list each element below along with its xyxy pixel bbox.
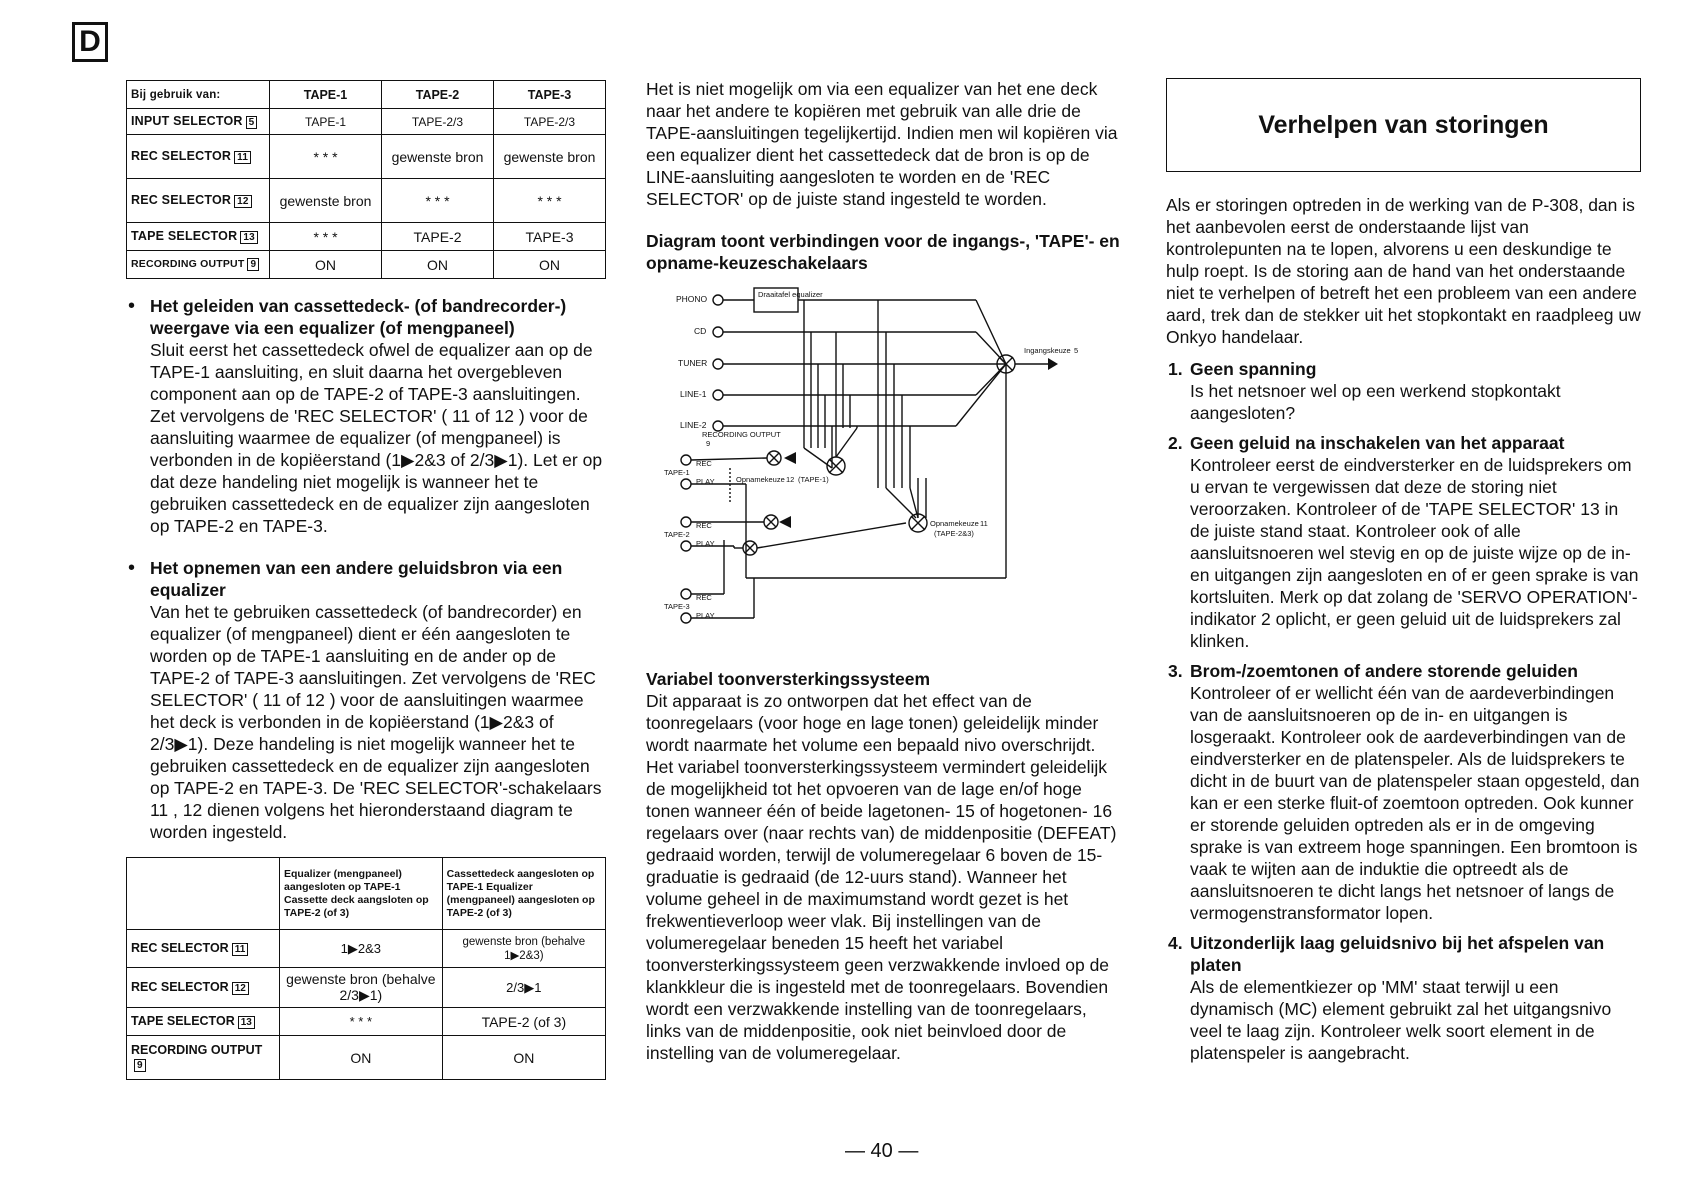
table-row — [127, 968, 606, 1008]
row-label: TAPE SELECTOR 13 — [127, 1008, 280, 1036]
table-cell: 1▶2&3 — [280, 930, 443, 968]
table-row — [127, 1008, 606, 1036]
bullet-heading: • Het opnemen van een andere geluidsbron via een equalizer — [150, 558, 563, 600]
column-right — [1166, 78, 1641, 1064]
table-cell: ON — [382, 251, 494, 279]
rec-selector-table — [126, 857, 606, 1080]
row-label: REC SELECTOR 12 — [127, 179, 270, 223]
table-cell: gewenste bron (behalve 1▶2&3) — [442, 930, 605, 968]
table-row — [127, 223, 606, 251]
table-cell: TAPE-3 — [494, 223, 606, 251]
table-cell: ON — [442, 1036, 605, 1080]
play-label-tape2: PLAY — [696, 539, 715, 548]
sel1-ref: 12 — [786, 475, 795, 484]
recording-output-ref: 9 — [706, 439, 711, 448]
tape1-label: TAPE-1 — [664, 468, 690, 477]
item-text: Kontroleer of er wellicht één van de aardeverbindingen van de aansluitsnoeren op de in- en uitgangen is losgeraakt. Kontroleer ook de aardeverbindingen van de eindversterker en de platenspeler. Als de luidsprekers te dicht in de buurt van de platenspeler staan opgesteld, dan kan er een sterke fluit-of zoemtoon optreden. Ook kunner er storende geluiden optreden als er in de omgeving sprake is van extreem hoge spanningen. Een bromtoon is vaak te wijten aan de induktie die optreedt als de aansluitsnoeren te dicht langs het netsnoer of langs de vermogenstransformator lopen. — [1190, 683, 1640, 923]
section-title: Verhelpen van storingen — [1258, 110, 1549, 139]
table-cell: * * * — [270, 223, 382, 251]
item-heading: Uitzonderlijk laag geluidsnivo bij het afspelen van platen — [1190, 933, 1605, 975]
item-text: Als de elementkiezer op 'MM' staat terwijl u een dynamisch (MC) element gebruikt zal het uitgangsnivo veel te laag zijn. Kontroleer welk soort element in de platenspeler is aangebracht. — [1190, 977, 1612, 1063]
rec-label-tape3: REC — [696, 593, 712, 602]
table-cell: gewenste bron — [494, 135, 606, 179]
table-cell: gewenste bron — [270, 179, 382, 223]
variable-tone-heading: Variabel toonversterkingssysteem — [646, 669, 931, 689]
sel2-label: Opnamekeuze — [930, 519, 979, 528]
table-header: TAPE-2 — [382, 81, 494, 109]
item-heading: Geen geluid na inschakelen van het apparaat — [1190, 433, 1565, 453]
input-label-phono: PHONO — [676, 294, 708, 304]
table-cell: * * * — [382, 179, 494, 223]
page-number: — 40 — — [845, 1140, 919, 1162]
bullet-eq-recording — [126, 557, 606, 843]
diagram-title: Diagram toont verbindingen voor de ingangs-, 'TAPE'- en opname-keuzeschakelaars — [646, 231, 1120, 273]
table-cell: ON — [270, 251, 382, 279]
row-label: RECORDING OUTPUT 9 — [127, 251, 270, 279]
input-label-tuner: TUNER — [678, 358, 708, 368]
column-middle — [646, 78, 1121, 1064]
table-cell: ON — [494, 251, 606, 279]
troubleshoot-item: 3. Brom-/zoemtonen of andere storende geluiden Kontroleer of er wellicht één van de aardeverbindingen van de aansluitsnoeren op de in- en uitgangen is losgeraakt. Kontroleer ook de aardeverbindingen van de eindversterker en de platenspeler. Als de luidsprekers te dicht in de buurt van de platenspeler staan opgesteld, dan kan er een sterke fluit-of zoemtoon optreden. Ook kunner er storende geluiden optreden als er in de omgeving sprake is van extreem hoge spanningen. Een bromtoon is vaak te wijten aan de induktie die optreedt als de aansluitsnoeren te dicht langs het netsnoer of langs de vermogenstransformator lopen. — [1168, 661, 1640, 923]
table-row — [127, 179, 606, 223]
rec-label-tape2: REC — [696, 521, 712, 530]
table-cell: TAPE-2/3 — [494, 109, 606, 135]
input-selector-ref: 5 — [1074, 346, 1079, 355]
bullet-eq-playback — [126, 295, 606, 537]
input-label-cd: CD — [694, 326, 707, 336]
language-badge: D — [72, 22, 108, 62]
input-label-line2: LINE-2 — [680, 420, 707, 430]
bullet-text: Sluit eerst het cassettedeck ofwel de equalizer aan op de TAPE-1 aansluiting, en sluit daarna het overgebleven component aan op de TAPE-2 of TAPE-3 aansluitingen. Zet vervolgens de 'REC SELECTOR' ( 11 of 12 ) voor de aansluiting waarmee de equalizer (of mengpaneel) is verbonden in de kopiëerstand (1▶2&3 of 2/3▶1). Let er op dat deze handeling niet mogelijk is wanneer het te gebruiken cassettedeck en de equalizer zijn aangesloten op TAPE-2 en TAPE-3. — [150, 340, 603, 536]
table-corner — [127, 858, 280, 930]
troubleshoot-item: 4. Uitzonderlijk laag geluidsnivo bij het afspelen van platen Als de elementkiezer op 'MM' staat terwijl u een dynamisch (MC) element gebruikt zal het uitgangsnivo veel te laag zijn. Kontroleer welk soort element in de platenspeler is aangebracht. — [1166, 932, 1641, 1064]
section-title-box — [1166, 78, 1641, 172]
table-row — [127, 109, 606, 135]
row-label: REC SELECTOR 11 — [127, 135, 270, 179]
item-text: Is het netsnoer wel op een werkend stopkontakt aangesloten? — [1190, 381, 1561, 423]
recording-output-label: RECORDING OUTPUT — [702, 430, 781, 439]
table-row — [127, 1036, 606, 1080]
sel2-tail: (TAPE-2&3) — [934, 529, 974, 538]
table-cell: TAPE-2 — [382, 223, 494, 251]
input-selector-label: Ingangskeuze — [1024, 346, 1071, 355]
rec-label-tape1: REC — [696, 459, 712, 468]
input-label-line1: LINE-1 — [680, 389, 707, 399]
sel1-label: Opnamekeuze — [736, 475, 785, 484]
table-header: Cassettedeck aangesloten op TAPE-1 Equalizer (mengpaneel) aangesloten op TAPE-2 (of 3) — [442, 858, 605, 930]
table-cell: gewenste bron — [382, 135, 494, 179]
item-heading: Brom-/zoemtonen of andere storende geluiden — [1190, 661, 1578, 681]
table-row — [127, 930, 606, 968]
row-label: REC SELECTOR 12 — [127, 968, 280, 1008]
troubleshoot-item: 2. Geen geluid na inschakelen van het apparaat Kontroleer eerst de eindversterker en de luidsprekers om u ervan te vergewissen dat deze de storing niet veroorzaken. Kontroleer of de 'TAPE SELECTOR' 13 in de juiste stand staat. Kontroleer ook of alle aansluitsnoeren wel stevig en op de juiste wijze op de in- en uitgangen zijn aangesloten en of er geen sprake is van kortsluiten. Merk op dat zolang de 'SERVO OPERATION'-indikator 2 oplicht, er geen geluid uit de luidsprekers zal klinken. — [1166, 432, 1641, 652]
table-cell: 2/3▶1 — [442, 968, 605, 1008]
table-row — [127, 135, 606, 179]
table-cell: gewenste bron (behalve 2/3▶1) — [280, 968, 443, 1008]
tape-usage-table — [126, 80, 606, 279]
table-header: Bij gebruik van: — [127, 81, 270, 109]
tape2-label: TAPE-2 — [664, 530, 690, 539]
table-cell: TAPE-2 (of 3) — [442, 1008, 605, 1036]
troubleshoot-item: 1. Geen spanning Is het netsnoer wel op een werkend stopkontakt aangesloten? — [1166, 358, 1641, 424]
table-row — [127, 251, 606, 279]
table-header: Equalizer (mengpaneel) aangesloten op TAPE-1 Cassette deck aangsloten op TAPE-2 (of 3) — [280, 858, 443, 930]
variable-tone-text: Dit apparaat is zo ontworpen dat het effect van de toonregelaars (voor hoge en lage tonen) geleidelijk minder wordt naarmate het volume een bepaald nivo overschrijdt. Het variabel toonversterkingssysteem vermindert geleidelijk de mogelijkheid tot het opvoeren van de lage en/of hoge tonen wanneer één of beide lagetonen- 15 of hogetonen- 16 regelaars over (naar rechts van) de middenpositie (DEFEAT) gedraaid worden, terwijl de volumeregelaar 6 boven de 15-graduatie is gedraaid (de 12-uurs stand). Wanneer het volume geheel in de maximumstand wordt gezet is het frekwentieverloop weer vlak. Bij instellingen van de volumeregelaar beneden 15 heeft het variabel toonversterkingssysteem geen verzwakkende invloed op de klankkleur die is ingesteld met de toonregelaars. Bovendien wordt een verzwakkende instelling van de toonregelaars, links van de middenpositie, ook niet beinvloed door de instelling van de volumeregelaar. — [646, 691, 1117, 1063]
column-left — [126, 80, 606, 1080]
table-header: TAPE-1 — [270, 81, 382, 109]
item-heading: Geen spanning — [1190, 359, 1317, 379]
troubleshoot-intro: Als er storingen optreden in de werking van de P-308, dan is het aanbevolen eerst de onderstaande lijst van kontrolepunten na te lopen, alvorens u een deskundige te hulp roept. Is de storing aan de hand van het onderstaande niet te verhelpen of betreft het een probleem van een andere aard, trek dan de stekker uit het stopkontakt en raadpleeg uw Onkyo handelaar. — [1166, 195, 1641, 347]
play-label-tape1: PLAY — [696, 477, 715, 486]
row-label: REC SELECTOR 11 — [127, 930, 280, 968]
row-label: RECORDING OUTPUT9 — [127, 1036, 280, 1080]
row-label: INPUT SELECTOR 5 — [127, 109, 270, 135]
eq-box-label: Draaitafel equalizer — [758, 290, 823, 299]
row-label: TAPE SELECTOR 13 — [127, 223, 270, 251]
sel1-tail: (TAPE-1) — [798, 475, 829, 484]
table-cell: * * * — [280, 1008, 443, 1036]
table-cell: TAPE-1 — [270, 109, 382, 135]
connection-diagram — [646, 278, 1121, 658]
bullet-heading: • Het geleiden van cassettedeck- (of bandrecorder-) weergave via een equalizer (of mengpaneel) — [150, 296, 567, 338]
sel2-ref: 11 — [980, 519, 988, 528]
table-cell: * * * — [270, 135, 382, 179]
play-label-tape3: PLAY — [696, 611, 715, 620]
item-text: Kontroleer eerst de eindversterker en de luidsprekers om u ervan te vergewissen dat deze de storing niet veroorzaken. Kontroleer of de 'TAPE SELECTOR' 13 in de juiste stand staat. Kontroleer ook of alle aansluitsnoeren wel stevig en op de juiste wijze op de in- en uitgangen zijn aangesloten en of er geen sprake is van kortsluiten. Merk op dat zolang de 'SERVO OPERATION'-indikator 2 oplicht, er geen geluid uit de luidsprekers zal klinken. — [1190, 455, 1639, 651]
intro-paragraph: Het is niet mogelijk om via een equalizer van het ene deck naar het andere te kopiëren met gebruik van alle drie de TAPE-aansluitingen tegelijkertijd. Indien men wil kopiëren via een equalizer dient het cassettedeck dat de bron is op de LINE-aansluiting aangesloten te worden en de 'REC SELECTOR' op de juiste stand ingesteld te worden. — [646, 79, 1118, 209]
table-header: TAPE-3 — [494, 81, 606, 109]
table-cell: * * * — [494, 179, 606, 223]
table-cell: TAPE-2/3 — [382, 109, 494, 135]
bullet-text: Van het te gebruiken cassettedeck (of bandrecorder) en equalizer (of mengpaneel) dient er één aangesloten te worden op de TAPE-1 aansluiting en de ander op de TAPE-2 of TAPE-3 aansluitingen. Zet vervolgens de 'REC SELECTOR' ( 11 of 12 ) voor de aansluitingen waarmee het deck is verbonden in de kopiëerstand (1▶2&3 of 2/3▶1). Deze handeling is niet mogelijk wanneer het te gebruiken cassettedeck en de equalizer zijn aangesloten op TAPE-2 en TAPE-3. De 'REC SELECTOR'-schakelaars 11 , 12 dienen volgens het hieronderstaand diagram te worden ingesteld. — [150, 602, 602, 842]
tape3-label: TAPE-3 — [664, 602, 690, 611]
table-cell: ON — [280, 1036, 443, 1080]
